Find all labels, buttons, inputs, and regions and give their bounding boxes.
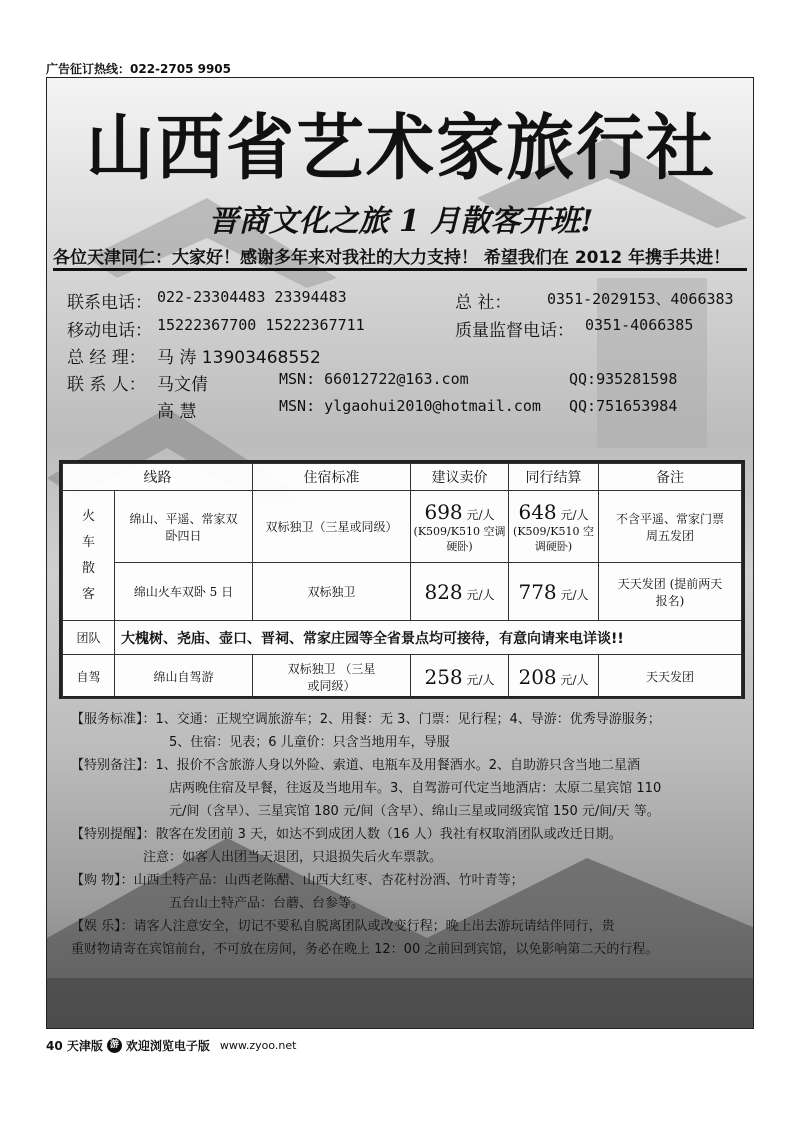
peer-cell: 648 元/人 (K509/K510 空调硬卧) <box>509 491 599 563</box>
contact2-qq: QQ:751653984 <box>569 397 678 415</box>
peer-cell: 208 元/人 <box>509 655 599 699</box>
note-service-cont: 5、住宿：见表；6 儿童价：只含当地用车，导服 <box>169 735 450 750</box>
qc-label: 质量监督电话： <box>455 321 574 341</box>
note-shopping-cont: 五台山土特产品：台蘑、台参等。 <box>169 896 365 911</box>
header-peer: 同行结算 <box>509 464 599 491</box>
manager-value: 马 涛 13903468552 <box>157 348 321 368</box>
remark-cell: 天天发团 (提前两天报名) <box>599 563 742 621</box>
note-special-cont: 店两晚住宿及早餐，往返及当地用车。3、自驾游可代定当地酒店：太原二星宾馆 110 <box>169 781 662 796</box>
page-footer <box>46 1037 296 1054</box>
contact1-qq: QQ:935281598 <box>569 370 678 388</box>
lodging-cell: 双标独卫 （三星或同级） <box>253 655 411 699</box>
header-route: 线路 <box>63 464 253 491</box>
hq-label: 总 社： <box>455 293 512 313</box>
note-shopping: 【购 物】：山西土特产品：山西老陈醋、山西大红枣、杏花村汾酒、竹叶青等； <box>71 873 524 888</box>
table-row <box>63 655 742 699</box>
qc-value: 0351-4066385 <box>585 316 694 334</box>
contact2-name: 高 慧 <box>157 402 197 422</box>
route-cell: 绵山自驾游 <box>115 655 253 699</box>
phone-value: 022-23304483 23394483 <box>157 288 347 306</box>
price-table <box>59 460 745 699</box>
contact-label: 联 系 人： <box>67 375 146 395</box>
greeting-banner: 各位天津同仁：大家好！感谢多年来对我社的大力支持！ 希望我们在 2012 年携手共进！ <box>53 248 731 268</box>
remark-cell: 天天发团 <box>599 655 742 699</box>
divider <box>53 268 747 271</box>
contact2-msn: MSN: ylgaohui2010@hotmail.com <box>279 397 541 415</box>
manager-label: 总 经 理： <box>67 348 146 368</box>
price-cell: 258 元/人 <box>411 655 509 699</box>
lodging-cell: 双标独卫（三星或同级） <box>253 491 411 563</box>
footer-text: 欢迎浏览电子版 <box>125 1039 210 1053</box>
note-entertainment: 【娱 乐】：请客人注意安全，切记不要私自脱离团队或改变行程；晚上出去游玩请结伴同行，贵 <box>71 919 615 934</box>
page-number: 40 天津版 <box>46 1039 103 1053</box>
contact1-name: 马文倩 <box>157 375 208 395</box>
header-lodging: 住宿标准 <box>253 464 411 491</box>
route-cell: 绵山、平遥、常家双卧四日 <box>115 491 253 563</box>
train-category: 火 车 散 客 <box>63 491 115 621</box>
brand-logo-icon: 游 <box>107 1038 122 1053</box>
table-header-row <box>63 464 742 491</box>
note-service: 【服务标准】：1、交通：正规空调旅游车；2、用餐：无 3、门票：见行程；4、导游：优秀导游服务； <box>71 712 661 727</box>
remark-cell: 不含平遥、常家门票 周五发团 <box>599 491 742 563</box>
note-entertainment-cont: 重财物请寄在宾馆前台，不可放在房间，务必在晚上 12：00 之前回到宾馆，以免影响第二天的行程。 <box>71 942 659 957</box>
table-row <box>63 491 742 563</box>
footer-url[interactable]: www.zyoo.net <box>219 1039 297 1052</box>
note-special-cont: 元/间（含早）、三星宾馆 180 元/间（含早）、绵山三星或同级宾馆 150 元/间/天 等。 <box>169 804 660 819</box>
note-attention: 注意：如客人出团当天退团，只退损失后火车票款。 <box>143 850 443 865</box>
price-cell: 698 元/人 (K509/K510 空调硬卧) <box>411 491 509 563</box>
ad-frame <box>46 77 754 1029</box>
route-cell: 绵山火车双卧 5 日 <box>115 563 253 621</box>
note-reminder: 【特别提醒】：散客在发团前 3 天，如达不到成团人数（16 人）我社有权取消团队或改迁日期。 <box>71 827 622 842</box>
self-drive-label: 自驾 <box>63 655 115 699</box>
ad-hotline: 广告征订热线：022-2705 9905 <box>46 62 232 76</box>
note-special: 【特别备注】：1、报价不含旅游人身以外险、索道、电瓶车及用餐酒水。2、自助游只含当地二星酒 <box>71 758 641 773</box>
group-label: 团队 <box>63 621 115 655</box>
contact1-msn: MSN: 66012722@163.com <box>279 370 469 388</box>
agency-title: 山西省艺术家旅行社 <box>85 107 716 191</box>
phone-label: 联系电话： <box>67 293 152 313</box>
mobile-label: 移动电话： <box>67 321 152 341</box>
tour-headline: 晋商文化之旅 1 月散客开班! <box>208 204 594 239</box>
header-remark: 备注 <box>599 464 742 491</box>
table-row-group <box>63 621 742 655</box>
table-row <box>63 563 742 621</box>
price-cell: 828 元/人 <box>411 563 509 621</box>
header-price: 建议卖价 <box>411 464 509 491</box>
mobile-value: 15222367700 15222367711 <box>157 316 365 334</box>
group-text: 大槐树、尧庙、壶口、晋祠、常家庄园等全省景点均可接待，有意向请来电详谈!! <box>115 621 742 655</box>
lodging-cell: 双标独卫 <box>253 563 411 621</box>
hq-value: 0351-2029153、4066383 <box>547 290 734 308</box>
peer-cell: 778 元/人 <box>509 563 599 621</box>
